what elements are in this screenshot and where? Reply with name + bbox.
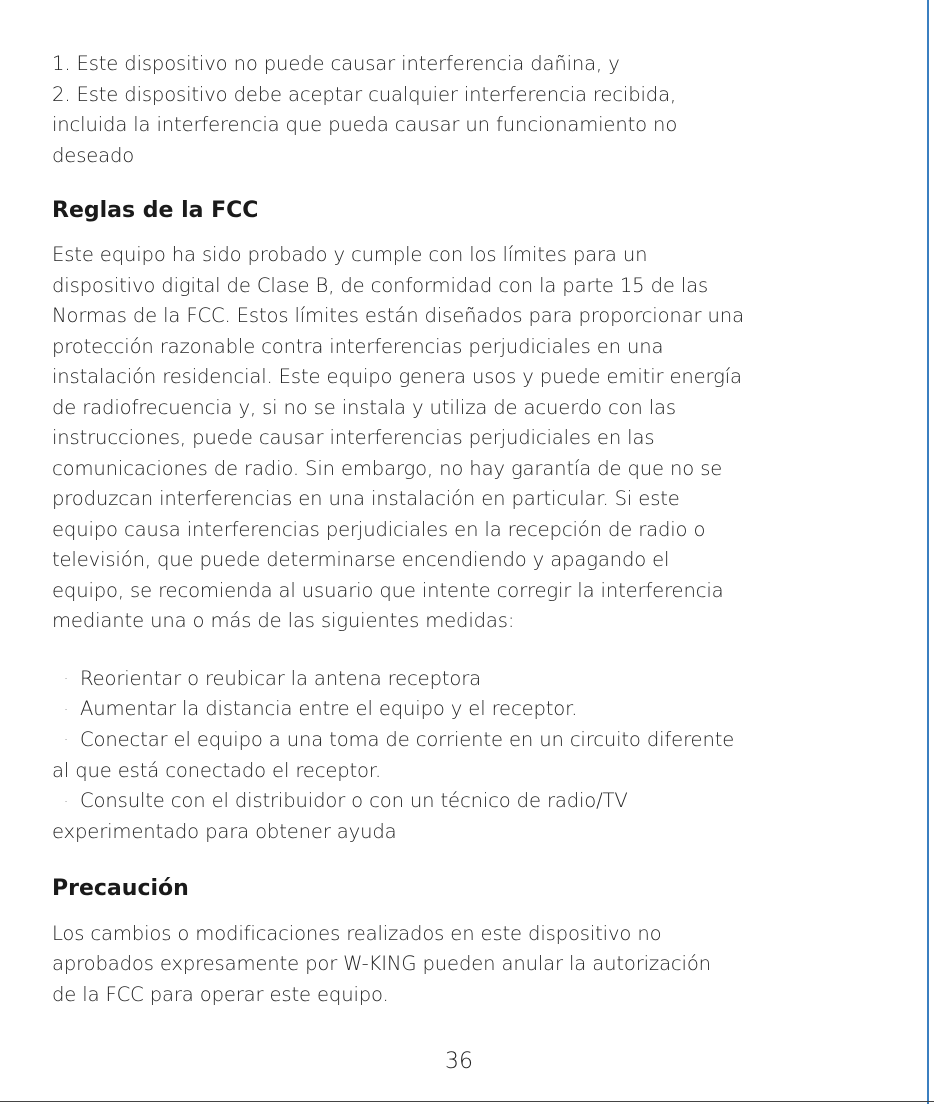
fcc-body-line: produzcan interferencias en una instalación en particular. Si este	[52, 487, 680, 510]
intro-list	[52, 49, 917, 171]
fcc-body-line: protección razonable contra interferencias perjudiciales en una	[52, 334, 664, 358]
caution-body-line: Los cambios o modificaciones realizados en este dispositivo no	[52, 921, 662, 945]
intro-line: 1. Este dispositivo no puede causar interferencia dañina, y	[52, 52, 620, 75]
measure-continuation: experimentado para obtener ayuda	[52, 820, 397, 843]
page-number: 36	[445, 1049, 473, 1074]
fcc-body-line: de radiofrecuencia y, si no se instala y utiliza de acuerdo con las	[52, 395, 676, 419]
bullet-dot-icon: ·	[64, 794, 68, 809]
fcc-body-line: Este equipo ha sido probado y cumple con los límites para un	[52, 243, 648, 266]
bullet-dot-icon: ·	[64, 702, 68, 717]
measure-item	[52, 725, 917, 756]
caution-heading: Precaución	[52, 875, 189, 901]
measure-text: Conectar el equipo a una toma de corriente en un circuito diferente	[80, 728, 735, 751]
intro-line: deseado	[52, 143, 135, 167]
measure-item	[52, 694, 917, 725]
measure-text: Reorientar o reubicar la antena receptora	[80, 666, 482, 690]
fcc-body-line: Normas de la FCC. Estos límites están diseñados para proporcionar una	[52, 304, 744, 327]
bullet-dot-icon: ·	[64, 671, 68, 686]
page-content	[52, 49, 917, 1010]
fcc-rules-body	[52, 240, 917, 637]
bottom-margin-rule	[0, 1101, 934, 1102]
fcc-body-line: instalación residencial. Este equipo genera usos y puede emitir energía	[52, 365, 742, 388]
bullet-dot-icon: ·	[64, 733, 68, 748]
fcc-body-line: televisión, que puede determinarse encendiendo y apagando el	[52, 548, 670, 571]
measure-text: Aumentar la distancia entre el equipo y el receptor.	[80, 697, 578, 721]
fcc-body-line: dispositivo digital de Clase B, de conformidad con la parte 15 de las	[52, 273, 709, 297]
measure-item	[52, 786, 917, 817]
fcc-body-line: instrucciones, puede causar interferencias perjudiciales en las	[52, 426, 655, 449]
fcc-rules-heading: Reglas de la FCC	[52, 198, 259, 223]
right-margin-rule	[927, 0, 929, 1104]
intro-line: 2. Este dispositivo debe aceptar cualquier interferencia recibida,	[52, 82, 677, 106]
caution-body	[52, 919, 917, 1011]
measure-continuation: al que está conectado el receptor.	[52, 758, 382, 782]
caution-body-line: aprobados expresamente por W-KING pueden anular la autorización	[52, 952, 711, 975]
fcc-body-line: mediante una o más de las siguientes medidas:	[52, 609, 515, 632]
measures-list	[52, 664, 917, 848]
measure-item	[52, 664, 917, 695]
caution-body-line: de la FCC para operar este equipo.	[52, 982, 389, 1006]
fcc-body-line: equipo, se recomienda al usuario que intente corregir la interferencia	[52, 578, 724, 602]
fcc-body-line: comunicaciones de radio. Sin embargo, no hay garantía de que no se	[52, 456, 723, 480]
measure-text: Consulte con el distribuidor o con un técnico de radio/TV	[80, 789, 628, 813]
fcc-body-line: equipo causa interferencias perjudiciales en la recepción de radio o	[52, 517, 706, 541]
intro-line: incluida la interferencia que pueda causar un funcionamiento no	[52, 113, 678, 136]
